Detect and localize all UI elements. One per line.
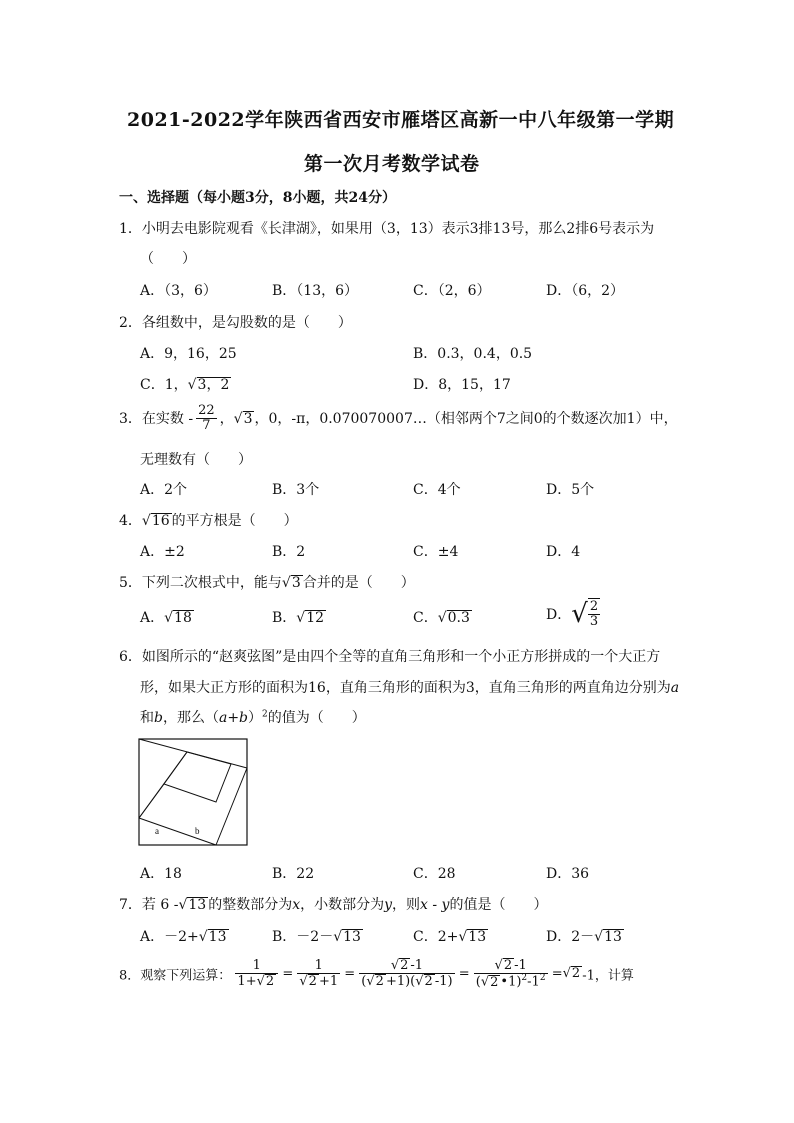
q5-option-a: A．√18 <box>140 610 192 626</box>
q6-option-b: B．22 <box>272 866 315 882</box>
q7-option-d: D．2－√13 <box>546 929 622 945</box>
q6-option-d: D．36 <box>546 866 590 882</box>
q6-option-c: C．28 <box>413 866 456 882</box>
page-title: 2021-2022学年陕西省西安市雁塔区高新一中八年级第一学期 <box>127 109 675 131</box>
q1-option-d: D．（6，2） <box>546 283 625 299</box>
q1-option-c: C．（2，6） <box>413 283 491 299</box>
question-7-text: 7．若 6 -√13 的整数部分为x，小数部分为y，则x - y的值是（ ） <box>119 897 548 913</box>
q2-option-d: D．8，15，17 <box>413 377 511 393</box>
q3-option-a: A．2个 <box>140 482 188 498</box>
q2-option-c: C．1，√3，2 <box>140 377 230 393</box>
question-1-text: 1．小明去电影院观看《长津湖》，如果用（3，13）表示3排13号，那么2排6号表示为 <box>119 221 655 237</box>
q6-option-a: A．18 <box>140 866 182 882</box>
figure-label-b: b <box>195 826 200 836</box>
q3-option-d: D．5个 <box>546 482 595 498</box>
q4-option-d: D．4 <box>546 544 581 560</box>
q1-option-a: A．（3，6） <box>140 283 217 299</box>
q5-option-c: C．√0.3 <box>413 610 470 626</box>
zhao-shuang-figure <box>138 738 249 847</box>
question-3-line2: 无理数有（ ） <box>140 452 252 468</box>
q4-option-b: B．2 <box>272 544 306 560</box>
q5-option-b: B．√12 <box>272 610 325 626</box>
question-6-line2: 形，如果大正方形的面积为16，直角三角形的面积为3，直角三角形的两直角边分别为a <box>140 680 680 696</box>
question-2-text: 2．各组数中，是勾股数的是（ ） <box>119 315 352 331</box>
page-subtitle: 第一次月考数学试卷 <box>304 153 480 175</box>
q2-option-b: B．0.3，0.4，0.5 <box>413 346 533 362</box>
q2-option-a: A．9，16，25 <box>140 346 237 362</box>
section-heading: 一、选择题（每小题3分，8小题，共24分） <box>119 190 396 206</box>
q7-option-a: A．－2+√13 <box>140 929 227 945</box>
question-6-line1: 6．如图所示的“赵爽弦图”是由四个全等的直角三角形和一个小正方形拼成的一个大正方 <box>119 649 661 665</box>
q8-frac-1: $\frac{1}{1+√2}$ <box>235 959 278 990</box>
figure-label-a: a <box>155 826 159 836</box>
question-3-text: 3．在实数 - $\frac{22}{7}$ ，√3 ，0，-π，0.070070007…（相邻两个7之间0的个数逐次加1）中， <box>119 403 678 434</box>
question-1-paren: （ ） <box>140 251 196 267</box>
q8-frac-4: $\frac{√2 -1}{(√2 •1)^2-1^2}$ <box>475 958 546 990</box>
q7-option-c: C．2+√13 <box>413 929 487 945</box>
q1-option-b: B．（13，6） <box>272 283 359 299</box>
q5-option-d: D．√ $\frac{2}{3}$ <box>546 598 599 630</box>
question-8-text: 8．观察下列运算： $\frac{1}{1+√2}$ = $\frac{1}{√2 +1}$ = $\frac{√2 -1}{(√2 +1)(√2 -1)}$ = $\frac{√2 -1}{(√2 •1)^2-1^2}$ =√2 -1，计算 <box>119 957 634 990</box>
question-6-line3: 和b，那么$(a+b)^2$的值为（ ） <box>140 709 366 726</box>
q7-option-b: B．－2－√13 <box>272 929 361 945</box>
q8-frac-2: $\frac{1}{√2 +1}$ <box>299 957 339 989</box>
q4-option-c: C．±4 <box>413 544 459 560</box>
question-5-text: 5．下列二次根式中，能与√3 合并的是（ ） <box>119 575 415 591</box>
q3-option-b: B．3个 <box>272 482 320 498</box>
q3-option-c: C．4个 <box>413 482 461 498</box>
q4-option-a: A．±2 <box>140 544 185 560</box>
question-4-text: 4．√16 的平方根是（ ） <box>119 513 298 529</box>
q8-frac-3: $\frac{√2 -1}{(√2 +1)(√2 -1)}$ <box>361 958 453 990</box>
